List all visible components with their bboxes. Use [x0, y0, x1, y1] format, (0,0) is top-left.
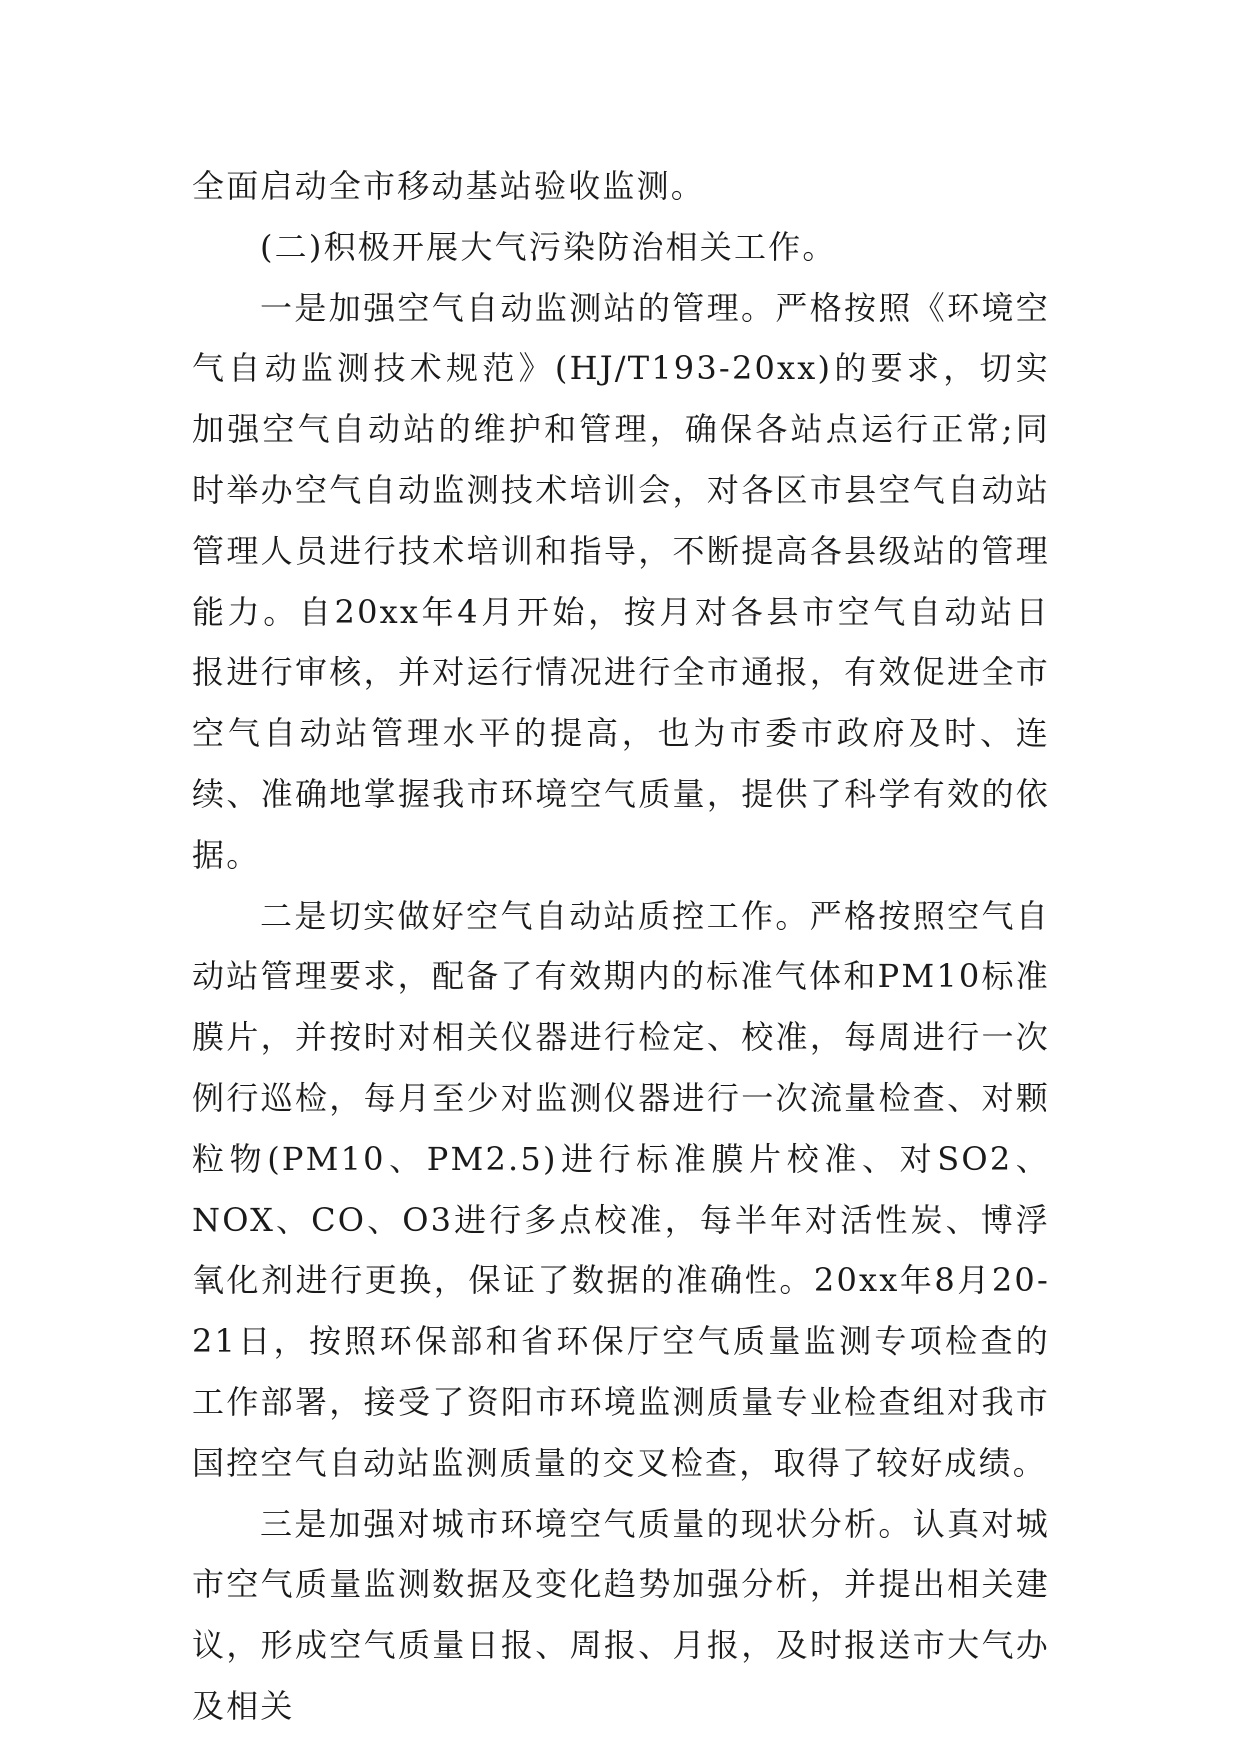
paragraph-air-station-management: 一是加强空气自动监测站的管理。严格按照《环境空气自动监测技术规范》(HJ/T193-20xx)的要求，切实加强空气自动站的维护和管理，确保各站点运行正常;同时举办空气自动监测技术培训会，对各区市县空气自动站管理人员进行技术培训和指导，不断提高各县级站的管理能力。自20xx年4月开始，按月对各县市空气自动站日报进行审核，并对运行情况进行全市通报，有效促进全市空气自动站管理水平的提高，也为市委市政府及时、连续、准确地掌握我市环境空气质量，提供了科学有效的依据。	[192, 288, 1050, 874]
paragraph-air-quality-analysis: 三是加强对城市环境空气质量的现状分析。认真对城市空气质量监测数据及变化趋势加强分析，并提出相关建议，形成空气质量日报、周报、月报，及时报送市大气办及相关	[192, 1504, 1050, 1725]
paragraph-continuation: 全面启动全市移动基站验收监测。	[192, 167, 706, 205]
document-body	[192, 156, 1050, 1737]
section-heading: (二)积极开展大气污染防治相关工作。	[260, 227, 837, 266]
paragraph-quality-control: 二是切实做好空气自动站质控工作。严格按照空气自动站管理要求，配备了有效期内的标准气体和PM10标准膜片，并按时对相关仪器进行检定、校准，每周进行一次例行巡检，每月至少对监测仪器进行一次流量检查、对颗粒物(PM10、PM2.5)进行标准膜片校准、对SO2、NOX、CO、O3进行多点校准，每半年对活性炭、博浮氧化剂进行更换，保证了数据的准确性。20xx年8月20-21日，按照环保部和省环保厅空气质量监测专项检查的工作部署，接受了资阳市环境监测质量专业检查组对我市国控空气自动站监测质量的交叉检查，取得了较好成绩。	[192, 896, 1050, 1482]
